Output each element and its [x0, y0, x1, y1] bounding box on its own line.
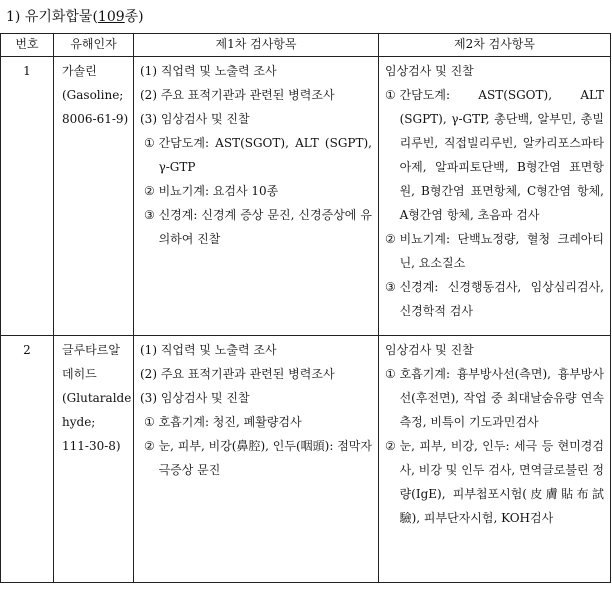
- factor-line: 111-30-8): [62, 439, 121, 453]
- factor-line: 8006-61-9): [62, 112, 129, 126]
- table-row: [1, 57, 611, 336]
- item-text: 호흡기계: 청진, 폐활량검사: [158, 415, 302, 429]
- exam-item: [140, 386, 372, 410]
- exam-subitem: [385, 83, 604, 227]
- item-text: 신경계: 신경계 증상 문진, 신경증상에 유의하여 진찰: [158, 208, 372, 246]
- item-text: 눈, 피부, 비강(鼻腔), 인두(咽頭): 점막자극증상 문진: [158, 439, 372, 477]
- item-marker: (1): [140, 343, 161, 357]
- item-marker: ①: [385, 367, 400, 381]
- exam-item: [140, 107, 372, 131]
- item-marker: ②: [144, 439, 159, 453]
- exam-subitem: [385, 434, 604, 530]
- compound-count: 109: [97, 9, 125, 25]
- first-exam-items: [134, 57, 379, 336]
- item-marker: ②: [144, 184, 159, 198]
- item-text: 직업력 및 노출력 조사: [160, 64, 277, 78]
- exam-subitem: [385, 275, 604, 323]
- item-marker: ③: [385, 280, 400, 294]
- second-exam-items: [379, 57, 611, 336]
- second-exam-intro: 임상검사 및 진찰: [385, 343, 474, 357]
- item-text: 간담도계: AST(SGOT), ALT (SGPT), γ-GTP, 총단백, 알부민, 총빌리루빈, 직접빌리루빈, 알카리포스파타아제, 알파피토단백, B형간염 표면항원, B형간염 표면항체, C형간염 항체, A형간염 항체, 초음파 검사: [399, 88, 604, 222]
- header-second-exam: 제2차 검사항목: [379, 34, 611, 57]
- exam-subitem: [140, 179, 372, 203]
- factor-line: hyde;: [62, 415, 96, 429]
- item-marker: ③: [144, 208, 159, 222]
- factor-line: (Glutaralde: [62, 391, 132, 405]
- item-text: 호흡기계: 흉부방사선(측면), 흉부방사선(후전면), 작업 중 최대날숨유량 연속측정, 비특이 기도과민검사: [399, 367, 604, 429]
- header-number: 번호: [1, 34, 54, 57]
- item-text: 주요 표적기관과 관련된 병력조사: [160, 88, 335, 102]
- first-exam-items: [134, 336, 379, 583]
- item-marker: ①: [144, 415, 159, 429]
- factor-line: (Gasoline;: [62, 88, 124, 102]
- section-number: 1): [6, 9, 21, 25]
- item-text: 주요 표적기관과 관련된 병력조사: [160, 367, 335, 381]
- exam-subitem: [140, 434, 372, 482]
- table-header-row: [1, 34, 611, 57]
- exam-item: [140, 362, 372, 386]
- item-marker: ②: [385, 439, 400, 453]
- item-marker: ①: [144, 136, 159, 150]
- item-marker: (3): [140, 391, 161, 405]
- header-hazard-factor: 유해인자: [54, 34, 134, 57]
- exam-item: [140, 59, 372, 83]
- item-text: 간담도계: AST(SGOT), ALT (SGPT), γ-GTP: [158, 136, 372, 174]
- factor-line: 데히드: [62, 367, 97, 381]
- header-first-exam: 제1차 검사항목: [134, 34, 379, 57]
- exam-item: [140, 338, 372, 362]
- item-text: 비뇨기계: 요검사 10종: [158, 184, 279, 198]
- exam-item: [140, 83, 372, 107]
- hazard-factor: [54, 336, 134, 583]
- hazard-exam-table: [0, 33, 611, 583]
- item-text: 직업력 및 노출력 조사: [160, 343, 277, 357]
- section-title-text: 유기화합물(: [24, 9, 98, 25]
- row-number: 2: [1, 336, 54, 583]
- factor-line: 글루타르알: [62, 343, 120, 357]
- item-marker: (2): [140, 88, 161, 102]
- item-marker: (3): [140, 112, 161, 126]
- item-marker: (1): [140, 64, 161, 78]
- item-marker: ②: [385, 232, 400, 246]
- second-exam-items: [379, 336, 611, 583]
- exam-subitem: [385, 362, 604, 434]
- second-exam-intro: 임상검사 및 진찰: [385, 64, 474, 78]
- row-number: 1: [1, 57, 54, 336]
- exam-subitem: [140, 203, 372, 251]
- section-title-suffix: 종): [124, 9, 144, 25]
- exam-subitem: [140, 131, 372, 179]
- item-text: 눈, 피부, 비강, 인두: 세극 등 현미경검사, 비강 및 인두 검사, 면역글로불린 정량(IgE), 피부첩포시험(皮膚貼布試驗), 피부단자시험, KOH검사: [399, 439, 604, 525]
- item-marker: (2): [140, 367, 161, 381]
- table-row: [1, 336, 611, 583]
- section-title: [6, 8, 144, 26]
- exam-subitem: [385, 227, 604, 275]
- item-text: 비뇨기계: 단백뇨정량, 혈청 크레아티닌, 요소질소: [399, 232, 604, 270]
- factor-line: 가솔린: [62, 64, 97, 78]
- exam-subitem: [140, 410, 372, 434]
- item-text: 신경계: 신경행동검사, 임상심리검사, 신경학적 검사: [399, 280, 604, 318]
- hazard-factor: [54, 57, 134, 336]
- item-text: 임상검사 및 진찰: [160, 391, 250, 405]
- item-marker: ①: [385, 88, 400, 102]
- item-text: 임상검사 및 진찰: [160, 112, 250, 126]
